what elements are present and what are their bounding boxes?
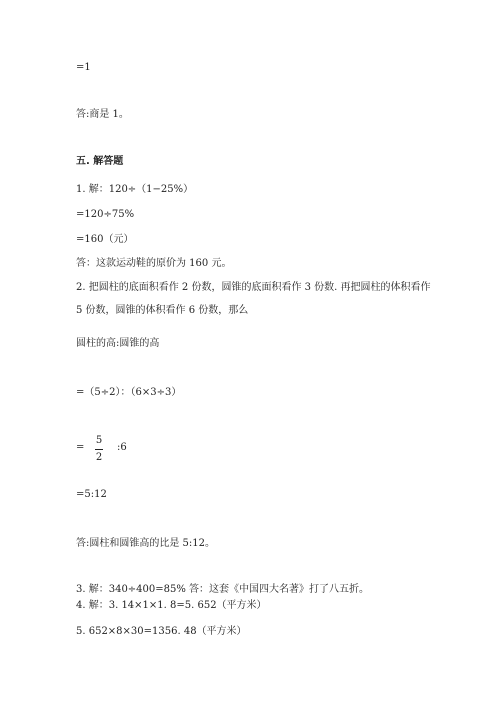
q2-step-1: =（5÷2）：（6×3÷3）: [76, 387, 182, 398]
fraction-numerator: 5: [95, 435, 103, 446]
q4-solution: 4. 解：3. 14×1×1. 8=5. 652（平方米）: [76, 600, 267, 611]
equation-result: =1: [76, 62, 91, 73]
answer-quotient: 答:商是 1。: [76, 109, 129, 120]
q2-step-2-prefix: =: [76, 442, 85, 453]
q1-solution: 1. 解：120÷（1−25%）: [76, 184, 194, 195]
q2-text-line-2: 5 份数，圆锥的体积看作 6 份数，那么: [76, 305, 249, 316]
q3-solution: 3. 解：340÷400=85% 答：这套《中国四大名著》打了八五折。: [76, 584, 370, 595]
q2-answer: 答:圆柱和圆锥高的比是 5:12。: [76, 538, 216, 549]
q2-ratio-label: 圆柱的高:圆锥的高: [76, 338, 160, 349]
fraction-denominator: 2: [95, 452, 103, 463]
section-heading: 五. 解答题: [76, 156, 124, 167]
q2-fraction: [95, 435, 103, 464]
q1-step-2: =160（元）: [76, 234, 134, 245]
q1-answer: 答：这款运动鞋的原价为 160 元。: [76, 258, 232, 269]
fraction-bar: [95, 449, 103, 450]
q2-text-line-1: 2. 把圆柱的底面积看作 2 份数，圆锥的底面积看作 3 份数. 再把圆柱的体积看作: [76, 282, 431, 293]
q5-solution: 5. 652×8×30=1356. 48（平方米）: [76, 626, 247, 637]
q2-step-3: =5:12: [76, 489, 107, 500]
q2-step-2-suffix: :6: [117, 442, 127, 453]
q1-step-1: =120÷75%: [76, 209, 135, 220]
